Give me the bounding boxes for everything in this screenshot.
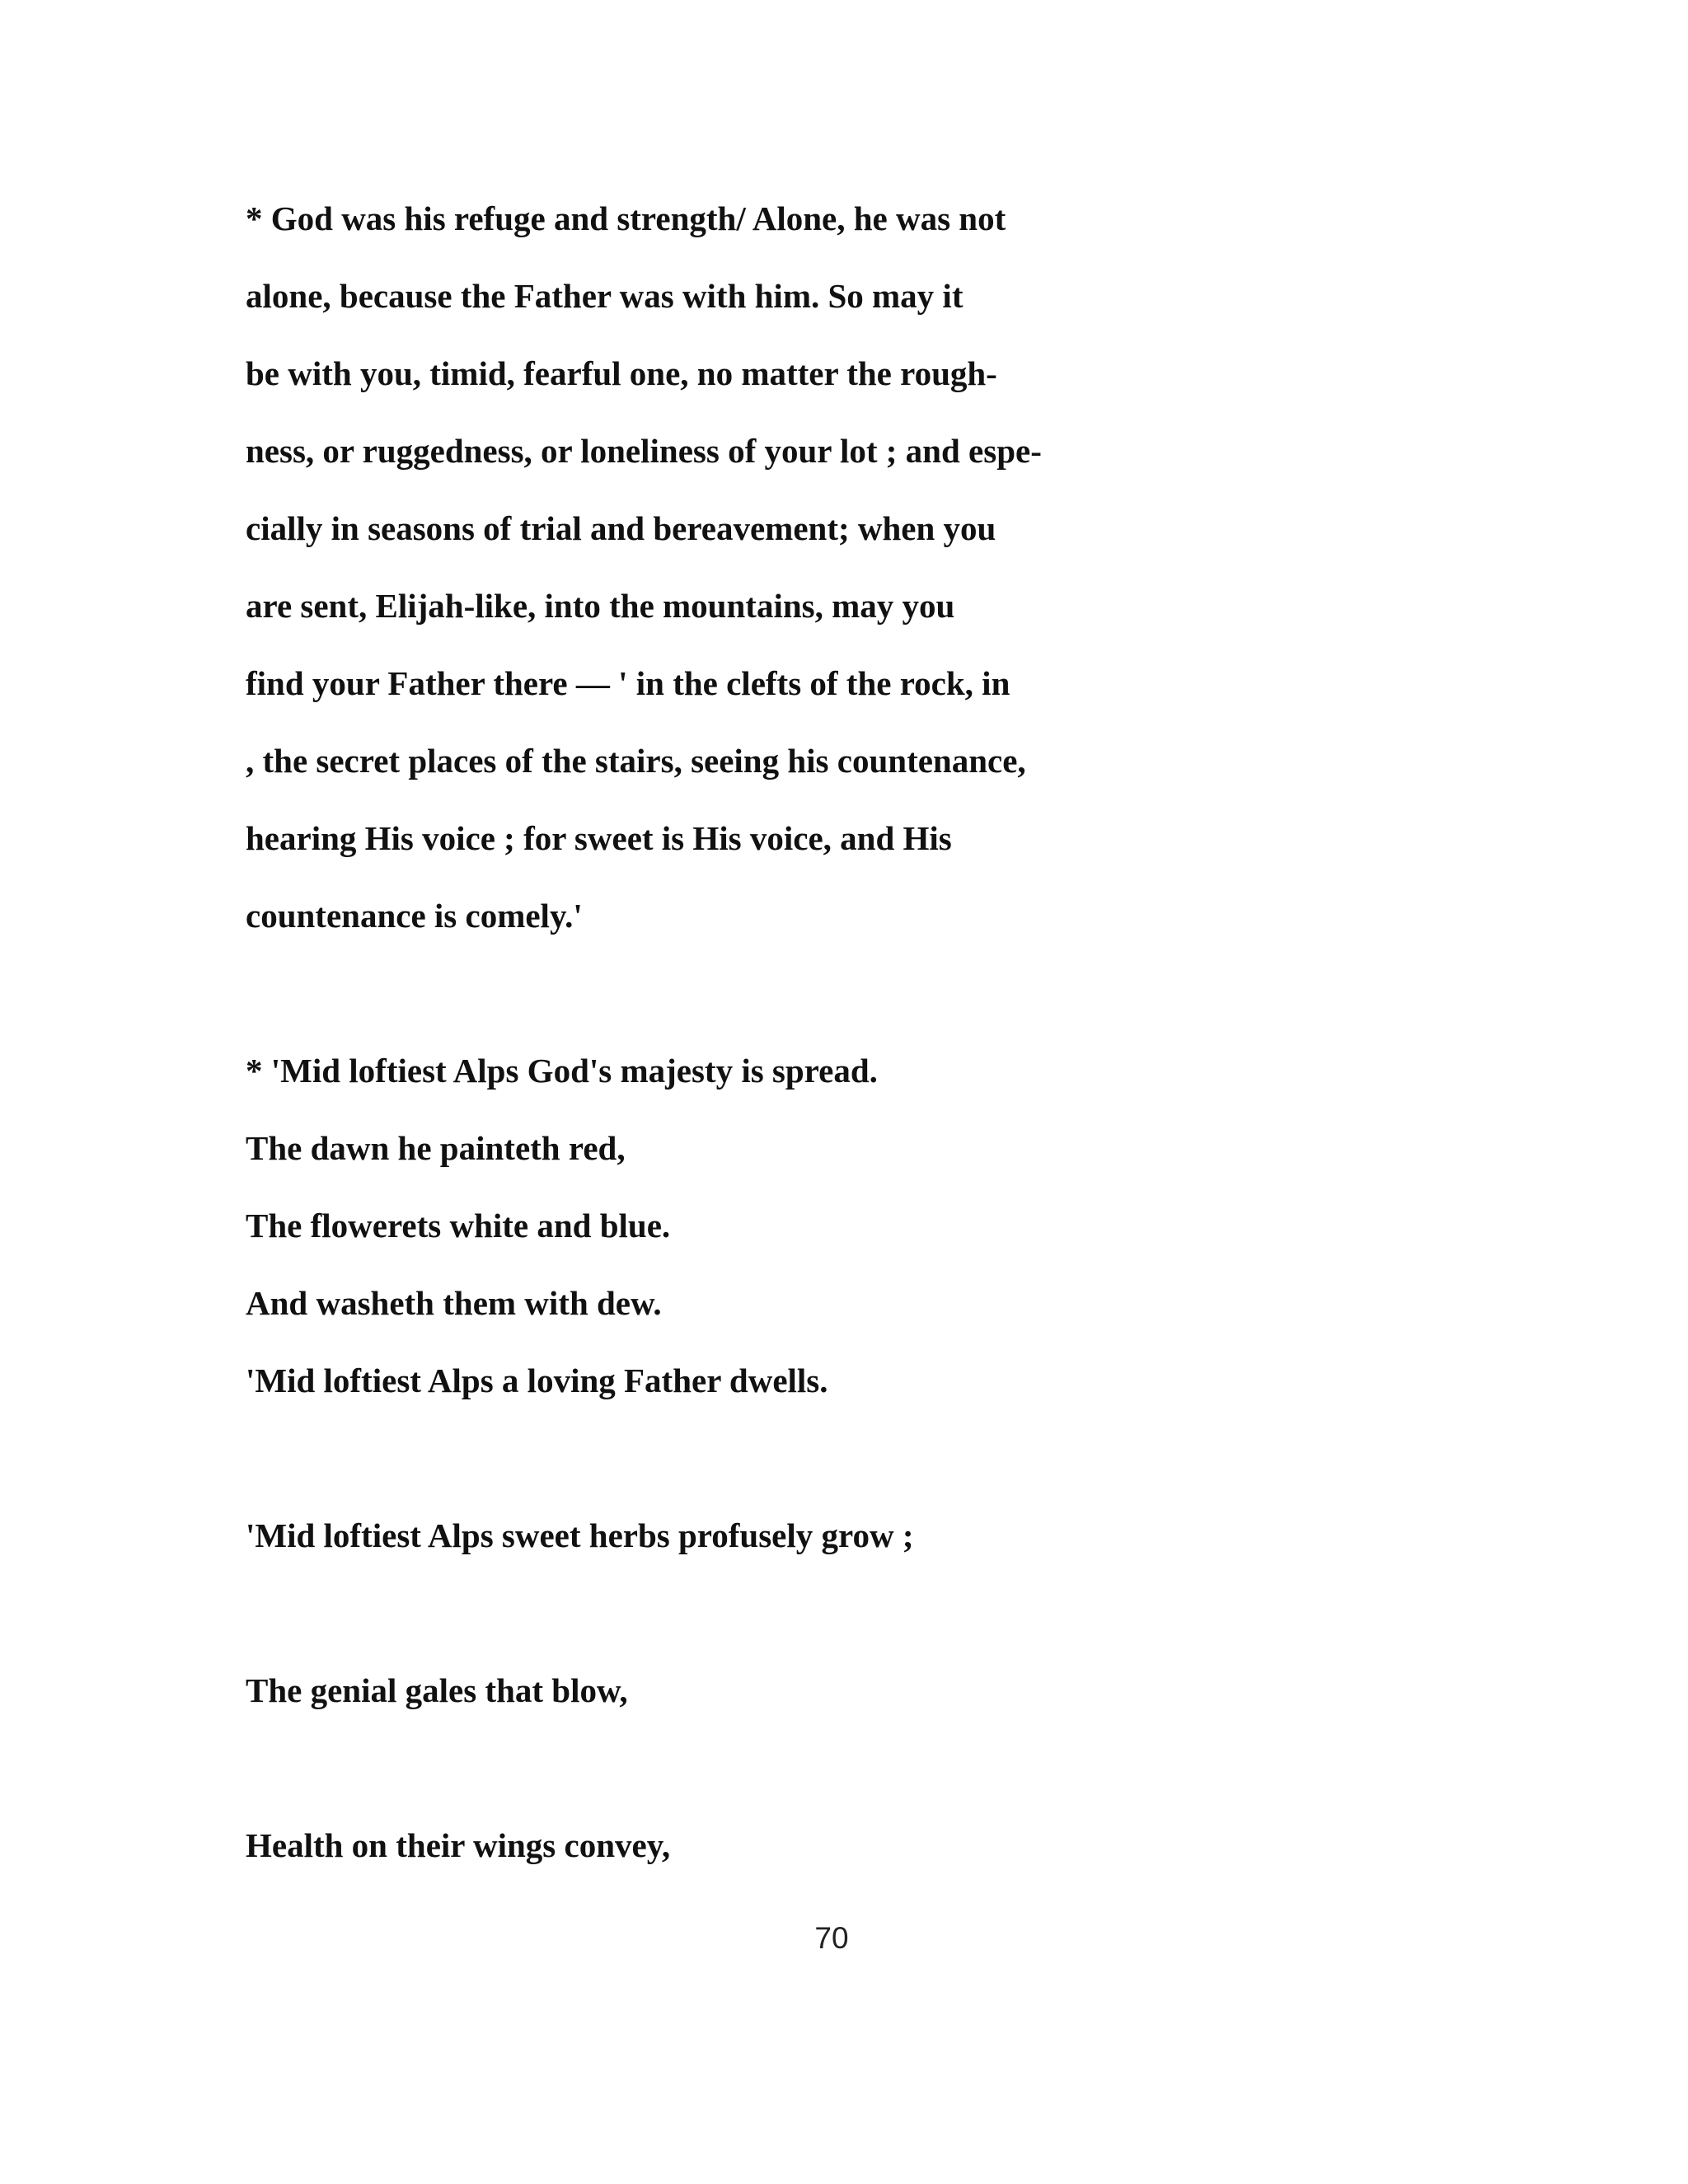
poem-line: And washeth them with dew. [246,1284,662,1322]
page-number: 70 [814,1921,849,1955]
poem-line: Health on their wings convey, [246,1826,671,1864]
paragraph-line: alone, because the Father was with him. So may it [246,277,964,315]
poem-line: The genial gales that blow, [246,1671,628,1709]
poem-line: * 'Mid loftiest Alps God's majesty is spread. [246,1052,878,1090]
paragraph-line: , the secret places of the stairs, seeing his countenance, [246,742,1026,780]
paragraph-line: countenance is comely.' [246,897,583,935]
paragraph-line: cially in seasons of trial and bereavement; when you [246,509,996,547]
paragraph-line: find your Father there — ' in the clefts of the rock, in [246,664,1010,702]
poem-line: 'Mid loftiest Alps a loving Father dwells. [246,1361,828,1399]
paragraph-line: are sent, Elijah-like, into the mountains, may you [246,587,955,625]
paragraph-line: ness, or ruggedness, or loneliness of your lot ; and espe- [246,432,1042,470]
poem-line: 'Mid loftiest Alps sweet herbs profusely grow ; [246,1516,914,1554]
poem-line: The flowerets white and blue. [246,1207,671,1244]
paragraph-line: be with you, timid, fearful one, no matter the rough- [246,354,997,392]
poem-line: The dawn he painteth red, [246,1129,626,1167]
paragraph-line: * God was his refuge and strength/ Alone, he was not [246,199,1006,237]
paragraph-line: hearing His voice ; for sweet is His voice, and His [246,819,952,857]
